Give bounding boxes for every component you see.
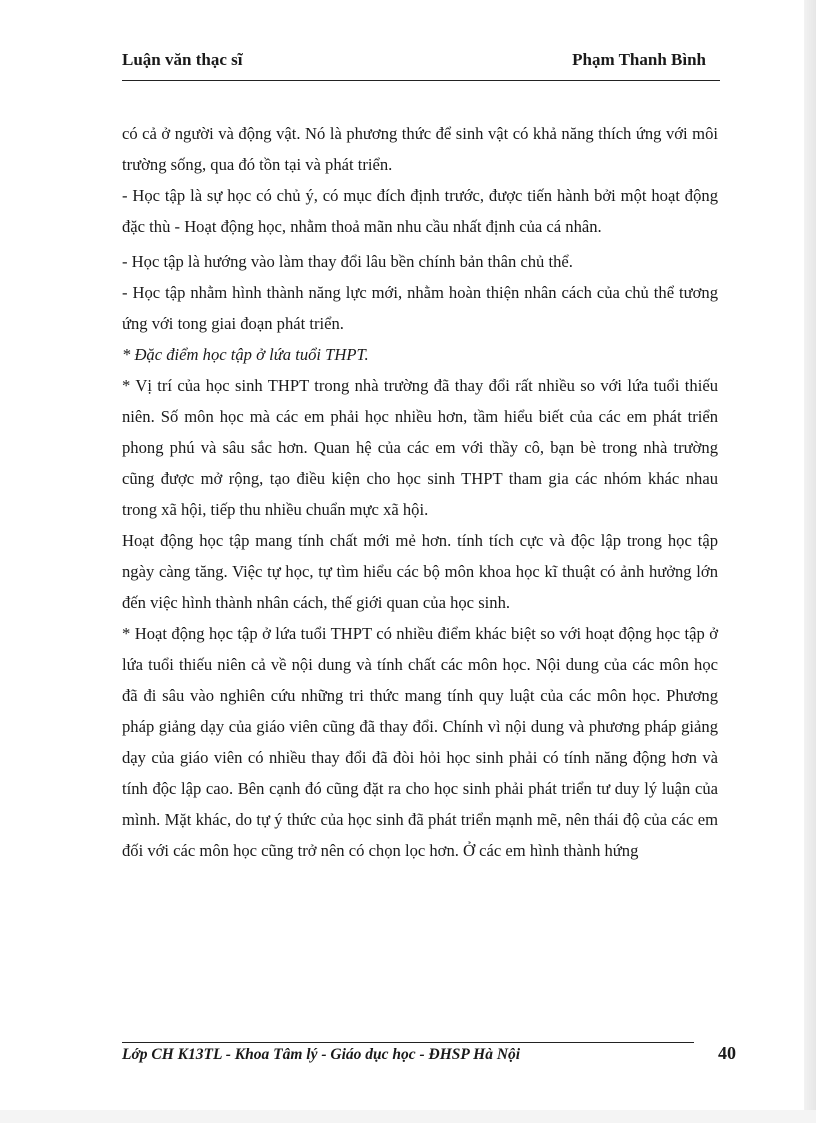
paragraph-bullet-definition: - Học tập là sự học có chủ ý, có mục đích định trước, được tiến hành bởi một hoạt động đặc thù - Hoạt động học, nhằm thoả mãn nhu cầu nhất định của cá nhân.: [122, 186, 718, 236]
page-edge-shadow: [804, 0, 816, 1123]
paragraph-student-position: * Vị trí của học sinh THPT trong nhà trường đã thay đổi rất nhiều so với lứa tuổi thiếu niên. Số môn học mà các em phải học nhiều hơn, tầm hiểu biết của các em phát triển phong phú và sâu sắc hơn. Quan hệ của các em với thầy cô, bạn bè trong nhà trường cũng được mở rộng, tạo điều kiện cho học sinh THPT tham gia các nhóm khác nhau trong xã hội, tiếp thu nhiều chuẩn mực xã hội.: [122, 376, 718, 519]
page-header: [122, 48, 720, 81]
footer-divider: [122, 1042, 694, 1043]
footer-course-line: Lớp CH K13TL - Khoa Tâm lý - Giáo dục học - ĐHSP Hà Nội: [122, 1046, 521, 1063]
page-bottom-margin: [0, 1110, 816, 1123]
paragraph-continuation: có cả ở người và động vật. Nó là phương thức để sinh vật có khả năng thích ứng với môi trường sống, qua đó tồn tại và phát triển.: [122, 124, 718, 174]
page-number: 40: [718, 1043, 736, 1063]
document-body: [122, 118, 718, 866]
section-subheading: * Đặc điểm học tập ở lứa tuổi THPT.: [122, 345, 369, 364]
paragraph-learning-differences: * Hoạt động học tập ở lứa tuổi THPT có nhiều điểm khác biệt so với hoạt động học tập ở lứa tuổi thiếu niên cả về nội dung và tính chất các môn học. Nội dung của các môn học đã đi sâu vào nghiên cứu những tri thức mang tính quy luật của các môn học. Phương pháp giảng dạy của giáo viên cũng đã thay đổi. Chính vì nội dung và phương pháp giảng dạy của giáo viên có nhiều thay đổi đã đòi hỏi học sinh phải có tính năng động hơn và tính độc lập cao. Bên cạnh đó cũng đặt ra cho học sinh phải phát triển tư duy lý luận của mình. Mặt khác, do tự ý thức của học sinh đã phát triển mạnh mẽ, nên thái độ của các em đối với các môn học cũng trở nên có chọn lọc hơn. Ở các em hình thành hứng: [122, 624, 718, 860]
paragraph-bullet-capacity: - Học tập nhằm hình thành năng lực mới, nhằm hoàn thiện nhân cách của chủ thể tương ứng với tong giai đoạn phát triển.: [122, 283, 718, 333]
paragraph-bullet-change: - Học tập là hướng vào làm thay đổi lâu bền chính bản thân chủ thể.: [122, 252, 573, 271]
header-author-name: Phạm Thanh Bình: [572, 50, 706, 69]
header-thesis-title: Luận văn thạc sĩ: [122, 50, 243, 69]
paragraph-learning-activity: Hoạt động học tập mang tính chất mới mẻ hơn. tính tích cực và độc lập trong học tập ngày càng tăng. Việc tự học, tự tìm hiểu các bộ môn khoa học kĩ thuật có ảnh hưởng lớn đến việc hình thành nhân cách, thế giới quan của học sinh.: [122, 531, 718, 612]
